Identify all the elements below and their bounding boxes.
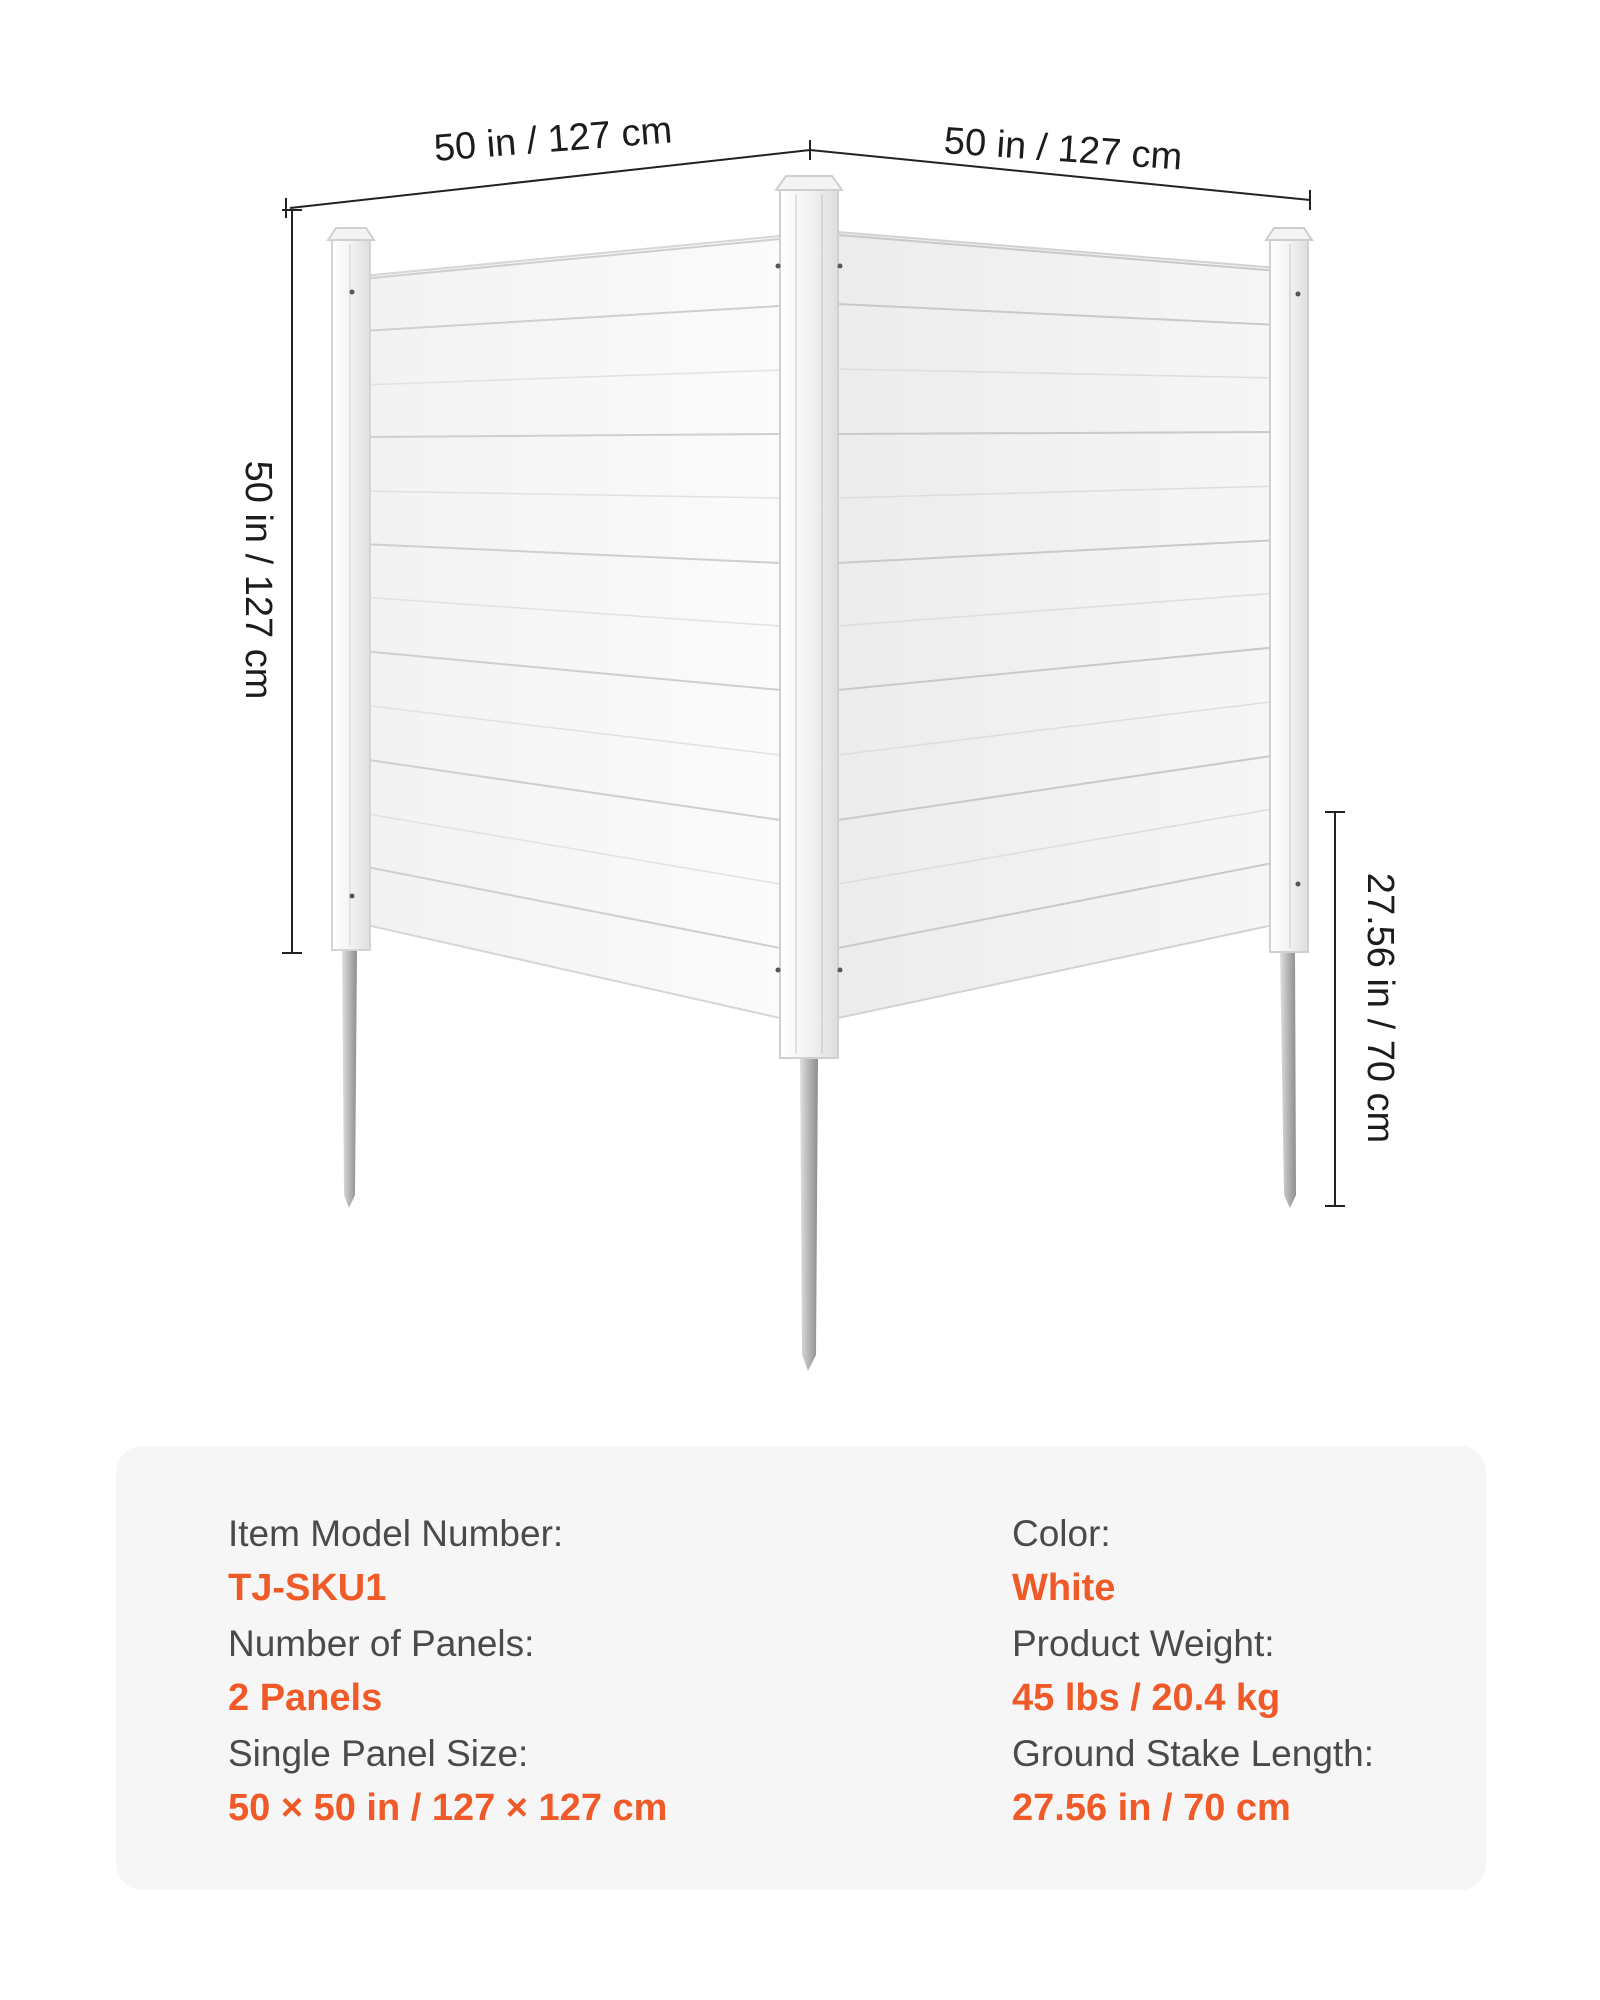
spec-value-number-of-panels: 2 Panels xyxy=(228,1677,383,1719)
spec-column-right xyxy=(1012,1506,1374,1836)
spec-label-number-of-panels: Number of Panels: xyxy=(228,1623,535,1664)
dimension-label-panel-height: 50 in / 127 cm xyxy=(237,460,279,700)
stake-right xyxy=(1280,952,1296,1208)
spec-card xyxy=(116,1446,1486,1890)
spec-label-model-number: Item Model Number: xyxy=(228,1513,564,1554)
spec-label-product-weight: Product Weight: xyxy=(1012,1623,1275,1664)
spec-value-ground-stake-length: 27.56 in / 70 cm xyxy=(1012,1787,1291,1829)
spec-value-model-number: TJ-SKU1 xyxy=(228,1567,387,1609)
right-panel xyxy=(838,232,1278,1018)
spec-value-product-weight: 45 lbs / 20.4 kg xyxy=(1012,1677,1281,1719)
spec-label-single-panel-size: Single Panel Size: xyxy=(228,1733,529,1774)
post-center xyxy=(776,176,843,1058)
stake-left xyxy=(342,950,357,1208)
dimension-label-stake-length: 27.56 in / 70 cm xyxy=(1359,872,1401,1144)
post-left xyxy=(328,228,374,950)
spec-label-color: Color: xyxy=(1012,1513,1111,1554)
stake-center xyxy=(800,1058,818,1371)
spec-label-ground-stake-length: Ground Stake Length: xyxy=(1012,1733,1375,1774)
dimension-label-top-left-width: 50 in / 127 cm xyxy=(432,109,674,170)
spec-value-color: White xyxy=(1012,1567,1116,1609)
left-panel xyxy=(362,236,780,1018)
post-right xyxy=(1266,228,1312,952)
spec-value-single-panel-size: 50 × 50 in / 127 × 127 cm xyxy=(228,1787,668,1829)
spec-column-left xyxy=(228,1506,667,1836)
dimension-label-top-right-width: 50 in / 127 cm xyxy=(942,120,1184,179)
